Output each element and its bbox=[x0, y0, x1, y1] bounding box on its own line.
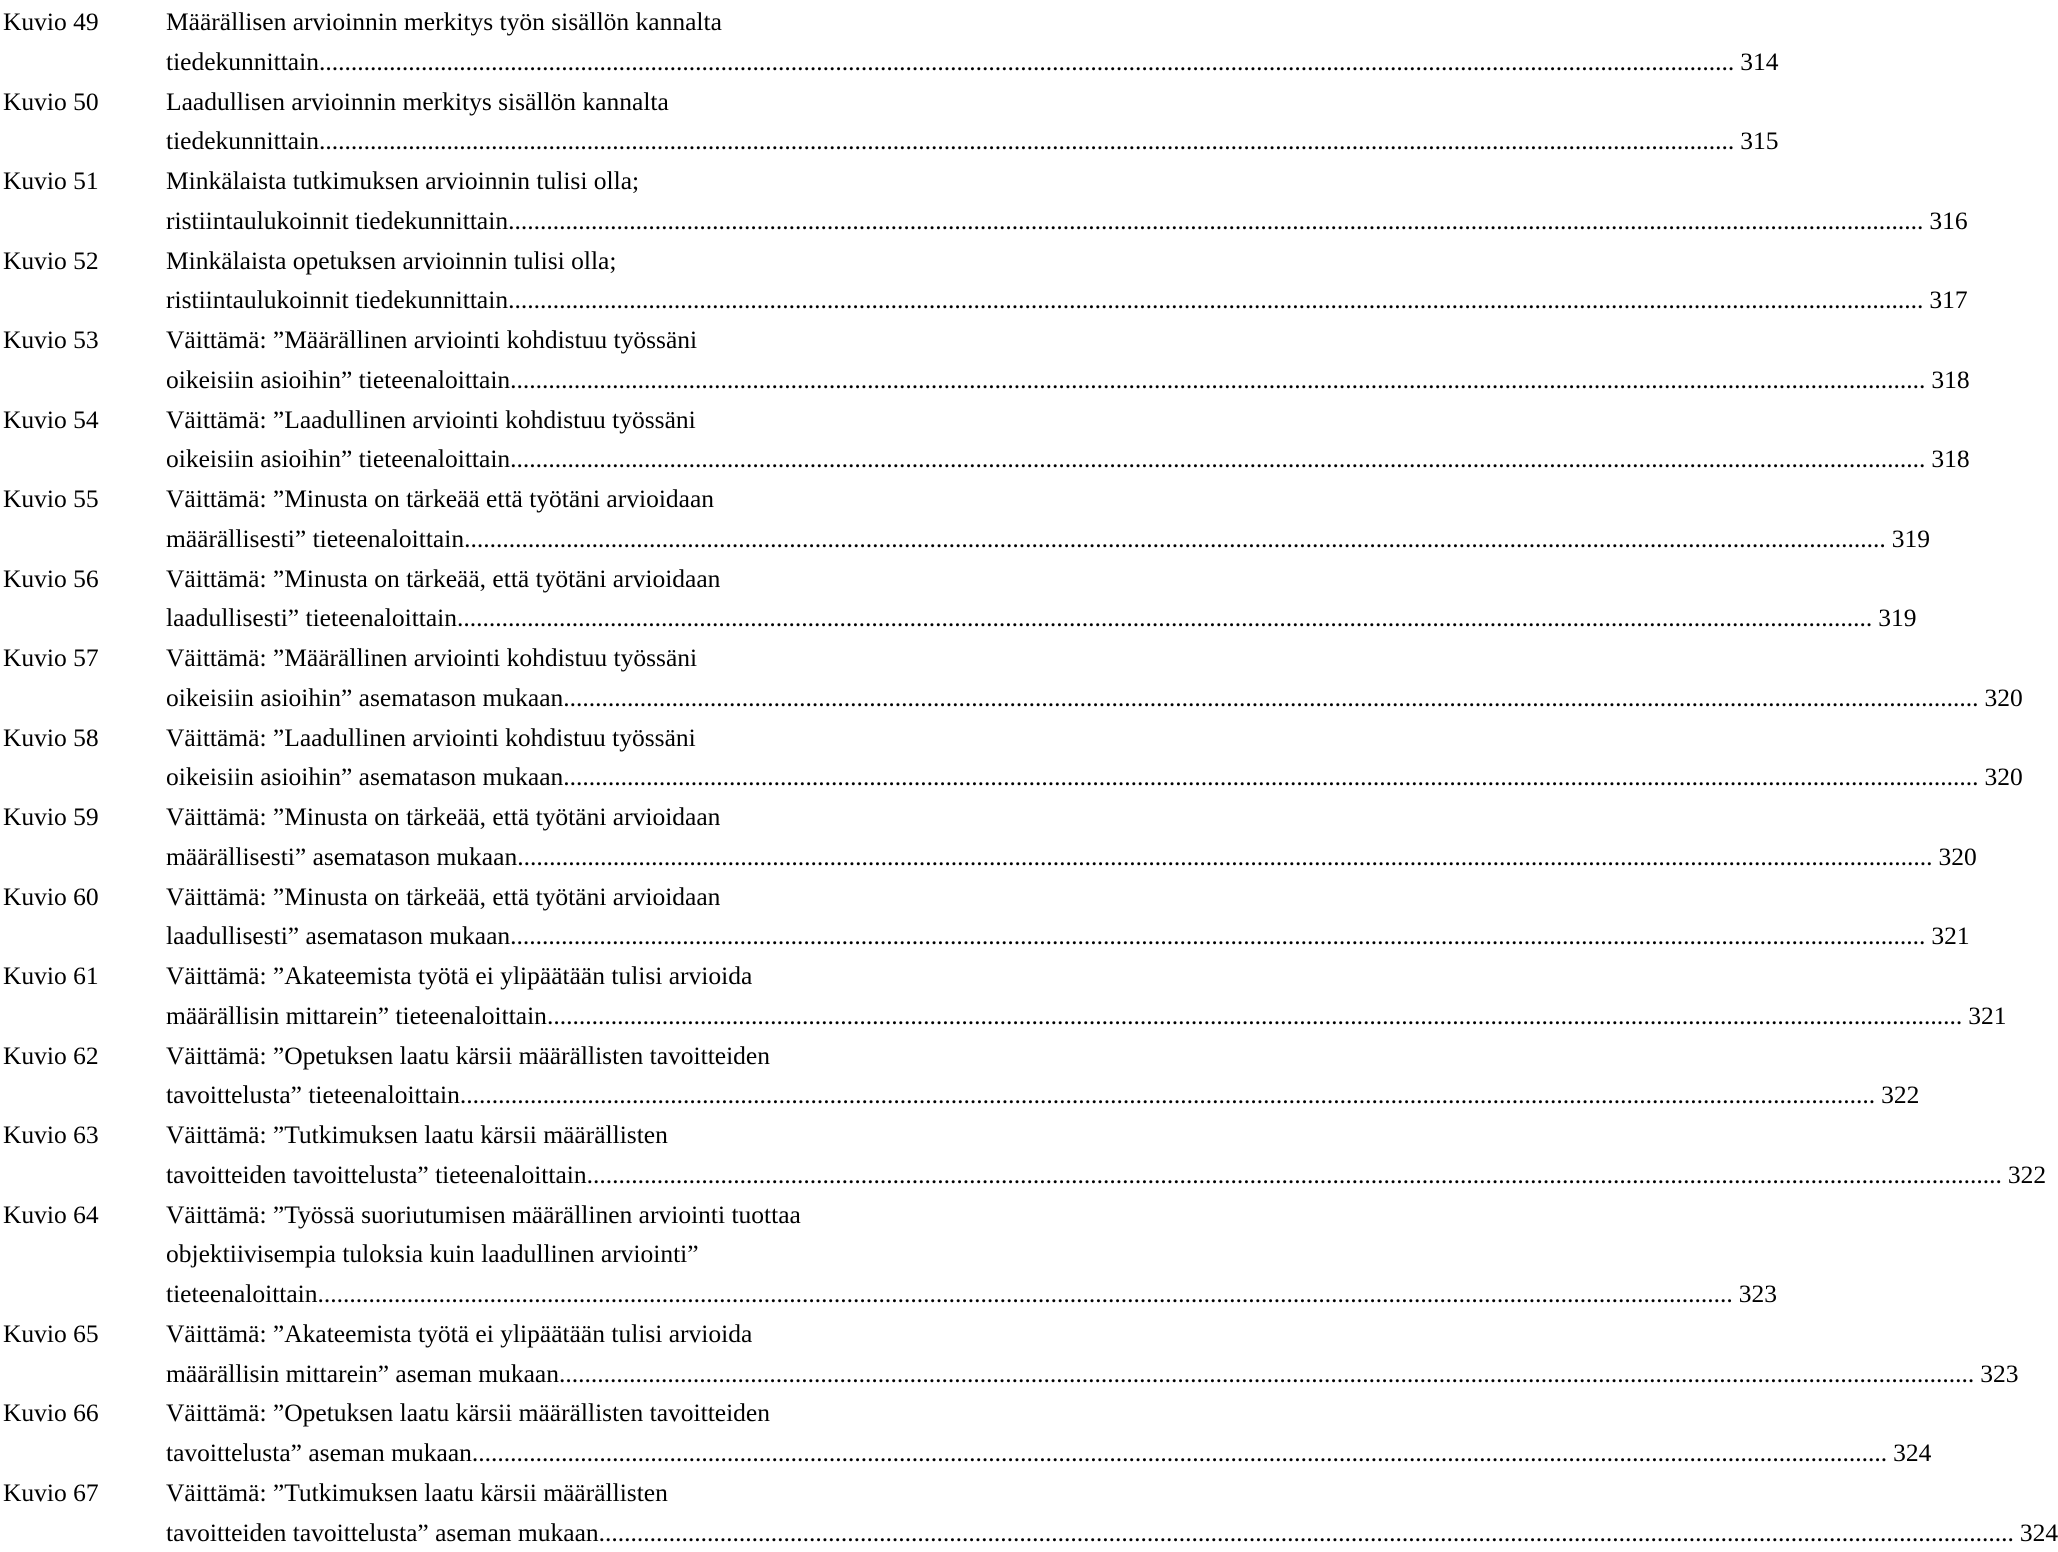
dot-leader: .............................................................................................................................................................................................................................. bbox=[559, 1354, 1974, 1394]
caption-line: Väittämä: ”Laadullinen arviointi kohdistuu työssäni bbox=[166, 718, 957, 758]
caption-line-with-page bbox=[166, 1274, 957, 1314]
page-number[interactable]: 314 bbox=[1734, 42, 1778, 82]
figure-number: Kuvio 63 bbox=[3, 1115, 99, 1155]
page-number[interactable]: 323 bbox=[1733, 1274, 1777, 1314]
dot-leader: .............................................................................................................................................................................................................................. bbox=[457, 598, 1872, 638]
page-number[interactable]: 320 bbox=[1979, 678, 2023, 718]
dot-leader: .............................................................................................................................................................................................................................. bbox=[508, 201, 1923, 241]
caption-line-with-page bbox=[166, 678, 957, 718]
figure-number: Kuvio 64 bbox=[3, 1195, 99, 1235]
figure-caption bbox=[166, 877, 957, 957]
dot-leader: .............................................................................................................................................................................................................................. bbox=[599, 1513, 2014, 1552]
figure-number: Kuvio 55 bbox=[3, 479, 99, 519]
caption-line: tavoittelusta” tieteenaloittain bbox=[166, 1075, 460, 1115]
list-item[interactable] bbox=[0, 1391, 960, 1471]
figure-number: Kuvio 54 bbox=[3, 400, 99, 440]
figure-caption bbox=[166, 479, 957, 559]
page-number[interactable]: 320 bbox=[1932, 837, 1976, 877]
figure-number: Kuvio 50 bbox=[3, 82, 99, 122]
figure-caption bbox=[166, 1473, 957, 1552]
caption-line: Väittämä: ”Tutkimuksen laatu kärsii määrällisten bbox=[166, 1473, 957, 1513]
caption-line-with-page bbox=[166, 996, 957, 1036]
caption-line: objektiivisempia tuloksia kuin laadullinen arviointi” bbox=[166, 1234, 957, 1274]
page-number[interactable]: 322 bbox=[2002, 1155, 2046, 1195]
list-item[interactable] bbox=[0, 1034, 960, 1114]
caption-line: tavoitteiden tavoittelusta” aseman mukaan bbox=[166, 1513, 599, 1552]
figure-number: Kuvio 66 bbox=[3, 1393, 99, 1433]
caption-line: määrällisesti” asematason mukaan bbox=[166, 837, 517, 877]
list-item[interactable] bbox=[0, 1471, 960, 1551]
list-item[interactable] bbox=[0, 954, 960, 1034]
caption-line: Väittämä: ”Laadullinen arviointi kohdistuu työssäni bbox=[166, 400, 957, 440]
figure-number: Kuvio 61 bbox=[3, 956, 99, 996]
caption-line: laadullisesti” asematason mukaan bbox=[166, 916, 510, 956]
figure-caption bbox=[166, 956, 957, 1036]
caption-line: tavoittelusta” aseman mukaan bbox=[166, 1433, 472, 1473]
dot-leader: .............................................................................................................................................................................................................................. bbox=[319, 121, 1734, 161]
caption-line-with-page bbox=[166, 280, 957, 320]
page-number[interactable]: 318 bbox=[1925, 360, 1969, 400]
page-number[interactable]: 315 bbox=[1734, 121, 1778, 161]
dot-leader: .............................................................................................................................................................................................................................. bbox=[510, 439, 1925, 479]
figure-number: Kuvio 57 bbox=[3, 638, 99, 678]
dot-leader: .............................................................................................................................................................................................................................. bbox=[472, 1433, 1887, 1473]
caption-line: tiedekunnittain bbox=[166, 121, 319, 161]
list-item[interactable] bbox=[0, 716, 960, 796]
caption-line: Väittämä: ”Akateemista työtä ei ylipäätään tulisi arvioida bbox=[166, 956, 957, 996]
list-item[interactable] bbox=[0, 1113, 960, 1193]
figure-caption bbox=[166, 161, 957, 241]
figure-caption bbox=[166, 400, 957, 480]
figure-caption bbox=[166, 320, 957, 400]
page-number[interactable]: 319 bbox=[1886, 519, 1930, 559]
caption-line: Väittämä: ”Akateemista työtä ei ylipäätään tulisi arvioida bbox=[166, 1314, 957, 1354]
caption-line-with-page bbox=[166, 1354, 957, 1394]
caption-line-with-page bbox=[166, 201, 957, 241]
caption-line: tiedekunnittain bbox=[166, 42, 319, 82]
caption-line: Väittämä: ”Määrällinen arviointi kohdistuu työssäni bbox=[166, 638, 957, 678]
caption-line: oikeisiin asioihin” tieteenaloittain bbox=[166, 360, 510, 400]
caption-line: Minkälaista opetuksen arvioinnin tulisi olla; bbox=[166, 241, 957, 281]
dot-leader: .............................................................................................................................................................................................................................. bbox=[587, 1155, 2002, 1195]
caption-line: Laadullisen arvioinnin merkitys sisällön kannalta bbox=[166, 82, 957, 122]
figure-number: Kuvio 59 bbox=[3, 797, 99, 837]
page-number[interactable]: 319 bbox=[1872, 598, 1916, 638]
page-number[interactable]: 320 bbox=[1979, 757, 2023, 797]
caption-line: määrällisin mittarein” tieteenaloittain bbox=[166, 996, 547, 1036]
caption-line-with-page bbox=[166, 757, 957, 797]
caption-line-with-page bbox=[166, 1075, 957, 1115]
dot-leader: .............................................................................................................................................................................................................................. bbox=[563, 757, 1978, 797]
page-number[interactable]: 324 bbox=[2014, 1513, 2058, 1552]
list-item[interactable] bbox=[0, 557, 960, 637]
dot-leader: .............................................................................................................................................................................................................................. bbox=[460, 1075, 1875, 1115]
caption-line: Väittämä: ”Tutkimuksen laatu kärsii määrällisten bbox=[166, 1115, 957, 1155]
caption-line: määrällisin mittarein” aseman mukaan bbox=[166, 1354, 559, 1394]
list-item[interactable] bbox=[0, 80, 960, 160]
figure-number: Kuvio 58 bbox=[3, 718, 99, 758]
caption-line: tieteenaloittain bbox=[166, 1274, 318, 1314]
caption-line: Minkälaista tutkimuksen arvioinnin tulisi olla; bbox=[166, 161, 957, 201]
caption-line: Väittämä: ”Minusta on tärkeää että työtäni arvioidaan bbox=[166, 479, 957, 519]
caption-line: Määrällisen arvioinnin merkitys työn sisällön kannalta bbox=[166, 2, 957, 42]
caption-line: ristiintaulukoinnit tiedekunnittain bbox=[166, 280, 508, 320]
list-item[interactable] bbox=[0, 1193, 960, 1312]
dot-leader: .............................................................................................................................................................................................................................. bbox=[470, 519, 1885, 559]
caption-line: Väittämä: ”Määrällinen arviointi kohdistuu työssäni bbox=[166, 320, 957, 360]
dot-leader: .............................................................................................................................................................................................................................. bbox=[510, 916, 1925, 956]
caption-line: Väittämä: ”Työssä suoriutumisen määrällinen arviointi tuottaa bbox=[166, 1195, 957, 1235]
caption-line-with-page bbox=[166, 598, 957, 638]
caption-line-with-page bbox=[166, 1155, 957, 1195]
caption-line-with-page bbox=[166, 360, 957, 400]
figure-caption bbox=[166, 1115, 957, 1195]
figure-number: Kuvio 60 bbox=[3, 877, 99, 917]
caption-line: Väittämä: ”Minusta on tärkeää, että työtäni arvioidaan bbox=[166, 877, 957, 917]
dot-leader: .............................................................................................................................................................................................................................. bbox=[510, 360, 1925, 400]
caption-line: oikeisiin asioihin” asematason mukaan bbox=[166, 757, 563, 797]
caption-line: Väittämä: ”Minusta on tärkeää, että työtäni arvioidaan bbox=[166, 559, 957, 599]
caption-line: tavoitteiden tavoittelusta” tieteenaloittain bbox=[166, 1155, 587, 1195]
figure-caption bbox=[166, 241, 957, 321]
figure-caption bbox=[166, 2, 957, 82]
figure-caption bbox=[166, 797, 957, 877]
list-item[interactable] bbox=[0, 1312, 960, 1392]
page-number[interactable]: 322 bbox=[1875, 1075, 1919, 1115]
caption-line: ristiintaulukoinnit tiedekunnittain bbox=[166, 201, 508, 241]
caption-line: oikeisiin asioihin” tieteenaloittain bbox=[166, 439, 510, 479]
caption-line-with-page bbox=[166, 1513, 957, 1552]
page-number[interactable]: 321 bbox=[1925, 916, 1969, 956]
figure-number: Kuvio 53 bbox=[3, 320, 99, 360]
caption-line-with-page bbox=[166, 42, 957, 82]
figure-caption bbox=[166, 718, 957, 798]
figure-caption bbox=[166, 1393, 957, 1473]
page-number[interactable]: 324 bbox=[1887, 1433, 1931, 1473]
caption-line-with-page bbox=[166, 519, 957, 559]
figure-number: Kuvio 62 bbox=[3, 1036, 99, 1076]
figure-number: Kuvio 65 bbox=[3, 1314, 99, 1354]
dot-leader: .............................................................................................................................................................................................................................. bbox=[517, 837, 1932, 877]
caption-line: oikeisiin asioihin” asematason mukaan bbox=[166, 678, 563, 718]
caption-line-with-page bbox=[166, 439, 957, 479]
list-item[interactable] bbox=[0, 795, 960, 875]
figure-caption bbox=[166, 1195, 957, 1314]
list-item[interactable] bbox=[0, 318, 960, 398]
figure-caption bbox=[166, 638, 957, 718]
figure-caption bbox=[166, 1314, 957, 1394]
caption-line: Väittämä: ”Opetuksen laatu kärsii määrällisten tavoitteiden bbox=[166, 1393, 957, 1433]
figure-number: Kuvio 51 bbox=[3, 161, 99, 201]
caption-line-with-page bbox=[166, 837, 957, 877]
dot-leader: .............................................................................................................................................................................................................................. bbox=[508, 280, 1923, 320]
list-item[interactable] bbox=[0, 239, 960, 319]
list-item[interactable] bbox=[0, 159, 960, 239]
caption-line: Väittämä: ”Opetuksen laatu kärsii määrällisten tavoitteiden bbox=[166, 1036, 957, 1076]
list-item[interactable] bbox=[0, 636, 960, 716]
dot-leader: .............................................................................................................................................................................................................................. bbox=[563, 678, 1978, 718]
figure-number: Kuvio 67 bbox=[3, 1473, 99, 1513]
caption-line: määrällisesti” tieteenaloittain. bbox=[166, 519, 470, 559]
page-number[interactable]: 316 bbox=[1923, 201, 1967, 241]
figure-number: Kuvio 56 bbox=[3, 559, 99, 599]
dot-leader: .............................................................................................................................................................................................................................. bbox=[547, 996, 1962, 1036]
list-item[interactable] bbox=[0, 0, 960, 80]
figure-number: Kuvio 52 bbox=[3, 241, 99, 281]
figure-caption bbox=[166, 82, 957, 162]
page-number[interactable]: 318 bbox=[1925, 439, 1969, 479]
dot-leader: .............................................................................................................................................................................................................................. bbox=[319, 42, 1734, 82]
dot-leader: .............................................................................................................................................................................................................................. bbox=[318, 1274, 1733, 1314]
page-number[interactable]: 323 bbox=[1974, 1354, 2018, 1394]
figure-caption bbox=[166, 1036, 957, 1116]
list-item[interactable] bbox=[0, 398, 960, 478]
figure-caption bbox=[166, 559, 957, 639]
caption-line-with-page bbox=[166, 916, 957, 956]
list-item[interactable] bbox=[0, 477, 960, 557]
page-number[interactable]: 317 bbox=[1923, 280, 1967, 320]
caption-line: laadullisesti” tieteenaloittain bbox=[166, 598, 457, 638]
caption-line-with-page bbox=[166, 1433, 957, 1473]
page-number[interactable]: 321 bbox=[1962, 996, 2006, 1036]
caption-line: Väittämä: ”Minusta on tärkeää, että työtäni arvioidaan bbox=[166, 797, 957, 837]
figure-number: Kuvio 49 bbox=[3, 2, 99, 42]
caption-line-with-page bbox=[166, 121, 957, 161]
list-of-figures bbox=[0, 0, 960, 1550]
list-item[interactable] bbox=[0, 875, 960, 955]
